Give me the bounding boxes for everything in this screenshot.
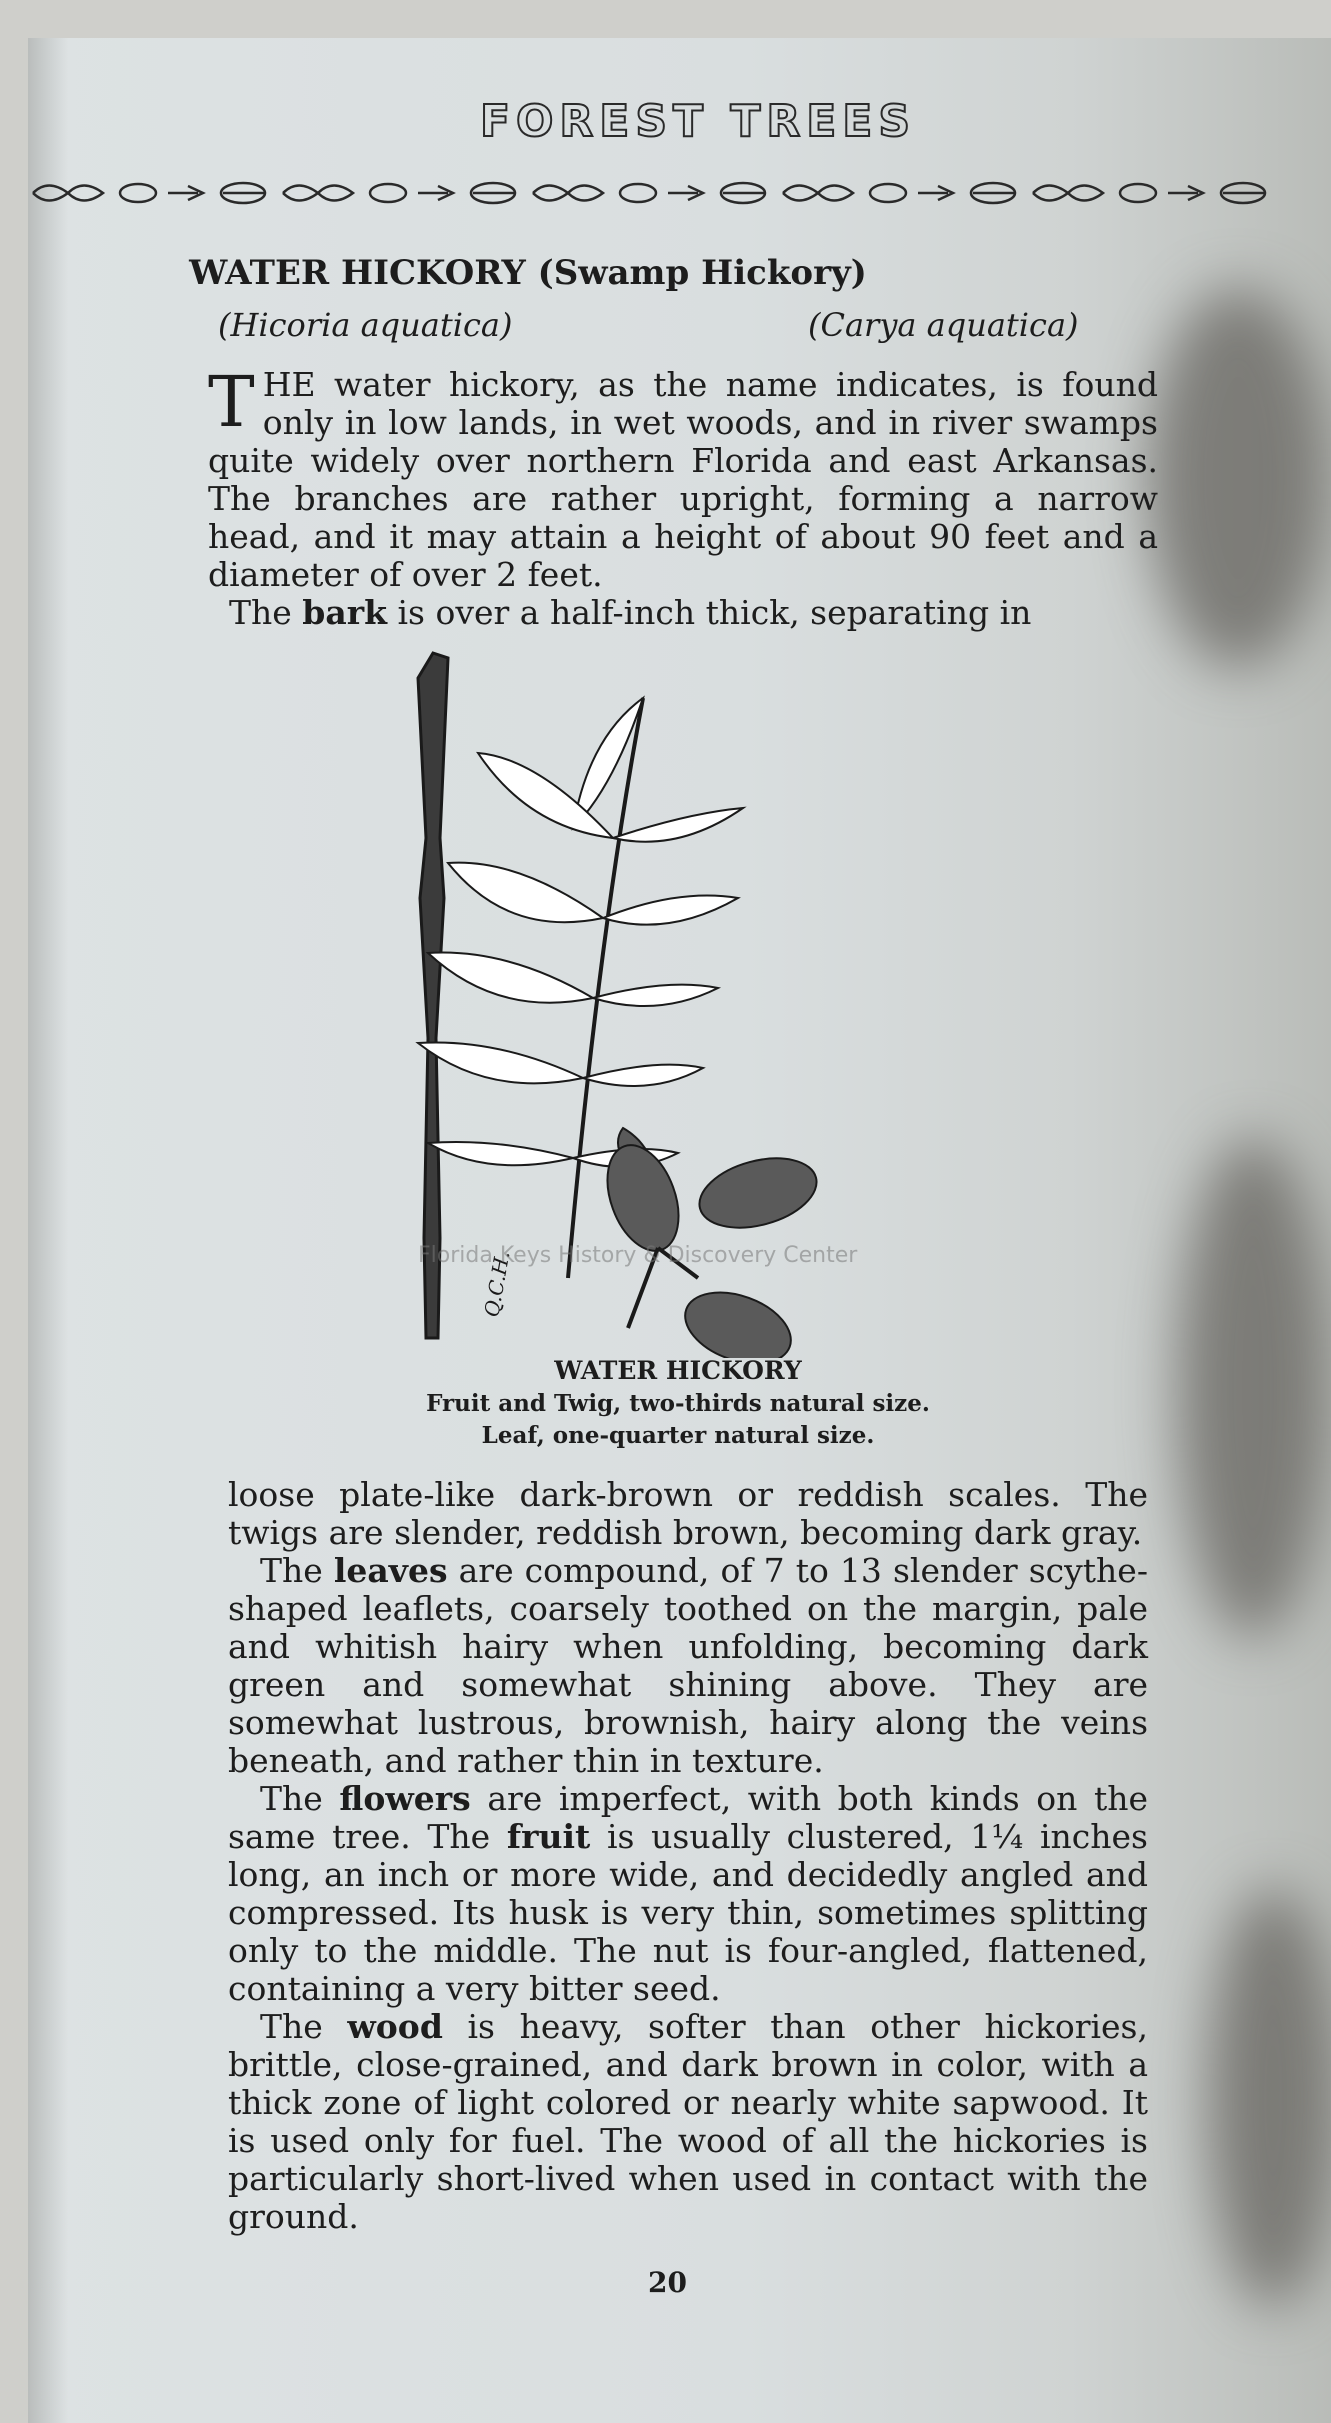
wood-pre: The [260, 2007, 348, 2046]
article-title: WATER HICKORY (Swamp Hickory) [189, 253, 867, 293]
drop-cap: T [208, 361, 255, 443]
leaves-text: are compound, of 7 to 13 slender scythe-shaped leaflets, coarsely toothed on the margin, pale and whitish hairy when unfolding, becoming dark green and somewhat shining above. They are somewhat lustrous, brownish, hairy along the veins beneath, and rather thin in texture. [228, 1551, 1148, 1780]
page-number: 20 [648, 2266, 687, 2299]
bark-text: is over a half-inch thick, separating in [387, 593, 1032, 632]
bark-label: bark [302, 593, 387, 632]
stain [1208, 1888, 1331, 2308]
wood-label: wood [347, 2007, 443, 2046]
header-title: FOREST TREES [479, 96, 917, 147]
leaves-pre: The [260, 1551, 334, 1590]
leaves-paragraph [228, 1552, 1148, 1780]
intro-paragraph [208, 361, 1158, 632]
flowers-pre: The [260, 1779, 340, 1818]
stain [1178, 1138, 1328, 1638]
decorative-border [28, 168, 1331, 218]
page-shadow [28, 38, 68, 2423]
fruit-label: fruit [506, 1817, 591, 1856]
figure-caption-title: WATER HICKORY [554, 1356, 802, 1385]
body-text [228, 1476, 1148, 2236]
bark-continued: loose plate-like dark-brown or reddish scales. The twigs are slender, reddish brown, becoming dark gray. [228, 1475, 1148, 1552]
flowers-label: flowers [339, 1779, 471, 1818]
flowers-paragraph [228, 1780, 1148, 2008]
watermark: Florida Keys History & Discovery Center [418, 1243, 858, 1268]
figure-caption-line2: Leaf, one-quarter natural size. [481, 1422, 875, 1449]
stain [1148, 288, 1328, 668]
scientific-name-old: (Hicoria aquatica) [218, 306, 513, 344]
scientific-name-new: (Carya aquatica) [808, 306, 1079, 344]
intro-text: HE water hickory, as the name indicates, is found only in low lands, in wet woods, and in river swamps quite widely over northern Florida and east Arkansas. The branches are rather upright, forming a narrow head, and it may attain a height of about 90 feet and a diameter of over 2 feet. [208, 365, 1158, 594]
flowers-text: are imperfect, with both kinds on the same tree. The [228, 1779, 1148, 1856]
bark-pre: The [228, 593, 303, 632]
illustrator-signature: Q.C.H. [479, 1249, 515, 1319]
fruit-text: is usually clustered, 1¼ inches long, an inch or more wide, and decidedly angled and compressed. Its husk is very thin, sometimes splitting only to the middle. The nut is four-angled, flattened, containing a very bitter seed. [228, 1817, 1148, 2008]
wood-paragraph [228, 2008, 1148, 2236]
leaves-label: leaves [333, 1551, 448, 1590]
figure-caption-line1: Fruit and Twig, two-thirds natural size. [426, 1390, 930, 1417]
wood-text: is heavy, softer than other hickories, brittle, close-grained, and dark brown in color, with a thick zone of light colored or nearly white sapwood. It is used only for fuel. The wood of all the hickories is particularly short-lived when used in contact with the ground. [228, 2007, 1148, 2236]
book-page [28, 38, 1331, 2423]
